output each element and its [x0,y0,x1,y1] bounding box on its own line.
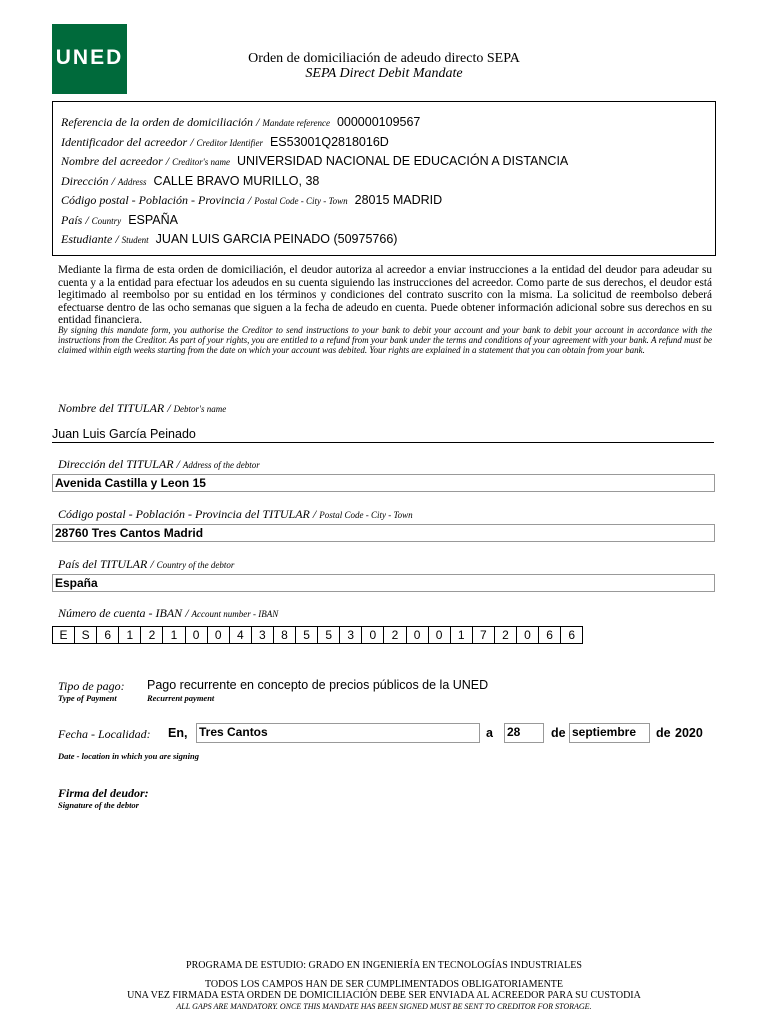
date-de1-text: de [551,726,566,740]
payment-type-value-en: Recurrent payment [147,693,215,703]
iban-char[interactable]: 1 [118,626,141,644]
iban-char[interactable]: 0 [516,626,539,644]
debtor-country-field[interactable]: España [52,574,715,592]
iban-char[interactable]: 3 [339,626,362,644]
iban-label: Número de cuenta - IBAN / Account number - IBAN [58,606,279,620]
payment-type-label: Tipo de pago: [58,679,125,693]
iban-char[interactable]: 0 [361,626,384,644]
debtor-postal-label: Código postal - Población - Provincia del TITULAR / Postal Code - City - Town [58,507,413,521]
iban-char[interactable]: 1 [450,626,473,644]
payment-type-label-en: Type of Payment [58,693,117,703]
iban-char[interactable]: 2 [140,626,163,644]
iban-char[interactable]: 1 [162,626,185,644]
student-row: Estudiante / Student JUAN LUIS GARCIA PEINADO (50975766) [61,232,398,246]
iban-field[interactable] [52,626,582,644]
mandate-reference-value: 000000109567 [336,115,421,129]
uned-logo [52,24,127,94]
date-de2-text: de [656,726,671,740]
debtor-address-label: Dirección del TITULAR / Address of the debtor [58,457,260,471]
date-a-text: a [486,726,493,740]
creditor-address-value: CALLE BRAVO MURILLO, 38 [153,174,320,188]
iban-char[interactable]: 6 [96,626,119,644]
creditor-postal-value: 28015 MADRID [354,193,443,207]
signature-label: Firma del deudor: [58,786,149,800]
iban-char[interactable]: 8 [273,626,296,644]
iban-char[interactable]: E [52,626,75,644]
iban-char[interactable]: 4 [229,626,252,644]
signature-label-en: Signature of the debtor [58,800,139,810]
creditor-postal-row: Código postal - Población - Provincia / Postal Code - City - Town 28015 MADRID [61,193,443,207]
creditor-box [52,101,716,256]
iban-char[interactable]: 2 [494,626,517,644]
iban-char[interactable]: 2 [383,626,406,644]
iban-char[interactable]: 0 [185,626,208,644]
iban-char[interactable]: 3 [251,626,274,644]
iban-char[interactable]: S [74,626,97,644]
iban-char[interactable]: 0 [406,626,429,644]
form-title: Orden de domiciliación de adeudo directo SEPA [248,51,520,66]
mandate-reference-row: Referencia de la orden de domiciliación / Mandate reference 000000109567 [61,115,421,129]
date-locality-label-en: Date - location in which you are signing [58,751,199,761]
legal-text-es: Mediante la firma de esta orden de domiciliación, el deudor autoriza al acreedor a enviar instrucciones a la entidad del deudor para adeudar su cuenta y a la entidad para efectuar los adeudos en su cuenta siguiendo las instrucciones del acreedor. Como parte de sus derechos, el deudor está legitimado al reembolso por su entidad en los términos y condiciones del contrato suscrito con la misma. La solicitud de reembolso deberá efectuarse dentro de las ocho semanas que siguen a la fecha de adeudo en cuenta. Puede obtener información adicional sobre sus derechos en su entidad financiera. [58,264,712,327]
date-en-text: En, [168,726,188,740]
year-value: 2020 [675,726,703,740]
creditor-identifier-row: Identificador del acreedor / Creditor Identifier ES53001Q2818016D [61,135,389,149]
iban-char[interactable]: 7 [472,626,495,644]
logo-text: UNED [55,46,124,69]
form-title-en: SEPA Direct Debit Mandate [305,66,463,81]
student-value: JUAN LUIS GARCIA PEINADO (50975766) [155,232,398,246]
legal-text-en: By signing this mandate form, you authorise the Creditor to send instructions to your bank to debit your account and your bank to debit your account in accordance with the instructions from the Creditor. As part of your rights, you are entitled to a refund from your bank under the terms and conditions of your agreement with your bank. A refund must be claimed within eigth weeks starting from the date on which your account was debited. Your rights are explained in a statement that you can obtain from your bank. [58,325,712,355]
debtor-postal-field[interactable]: 28760 Tres Cantos Madrid [52,524,715,542]
creditor-identifier-value: ES53001Q2818016D [269,135,389,149]
creditor-country-value: ESPAÑA [128,213,178,227]
debtor-name-label: Nombre del TITULAR / Debtor's name [58,401,227,415]
footer-line-3: ALL GAPS ARE MANDATORY. ONCE THIS MANDATE HAS BEEN SIGNED MUST BE SENT TO CREDITOR FOR STORAGE. [176,1002,592,1011]
iban-char[interactable]: 0 [207,626,230,644]
footer-line-1: TODOS LOS CAMPOS HAN DE SER CUMPLIMENTADOS OBLIGATORIAMENTE [204,979,564,990]
day-field[interactable]: 28 [504,723,544,743]
iban-char[interactable]: 6 [538,626,561,644]
iban-char[interactable]: 6 [560,626,583,644]
debtor-name-field[interactable]: Juan Luis García Peinado [52,427,714,443]
iban-char[interactable]: 0 [428,626,451,644]
month-field[interactable]: septiembre [569,723,650,743]
study-program: PROGRAMA DE ESTUDIO: GRADO EN INGENIERÍA EN TECNOLOGÍAS INDUSTRIALES [186,960,582,971]
iban-char[interactable]: 5 [295,626,318,644]
iban-char[interactable]: 5 [317,626,340,644]
footer-line-2: UNA VEZ FIRMADA ESTA ORDEN DE DOMICILIACIÓN DEBE SER ENVIADA AL ACREEDOR PARA SU CUSTODIA [127,990,641,1001]
locality-field[interactable]: Tres Cantos [196,723,480,743]
creditor-address-row: Dirección / Address CALLE BRAVO MURILLO, 38 [61,174,320,188]
debtor-country-label: País del TITULAR / Country of the debtor [58,557,235,571]
payment-type-value: Pago recurrente en concepto de precios públicos de la UNED [147,678,489,692]
creditor-name-value: UNIVERSIDAD NACIONAL DE EDUCACIÓN A DISTANCIA [236,154,569,168]
date-locality-label: Fecha - Localidad: [58,727,151,741]
debtor-address-field[interactable]: Avenida Castilla y Leon 15 [52,474,715,492]
creditor-country-row: País / Country ESPAÑA [61,213,178,227]
creditor-name-row: Nombre del acreedor / Creditor's name UNIVERSIDAD NACIONAL DE EDUCACIÓN A DISTANCIA [61,154,569,168]
